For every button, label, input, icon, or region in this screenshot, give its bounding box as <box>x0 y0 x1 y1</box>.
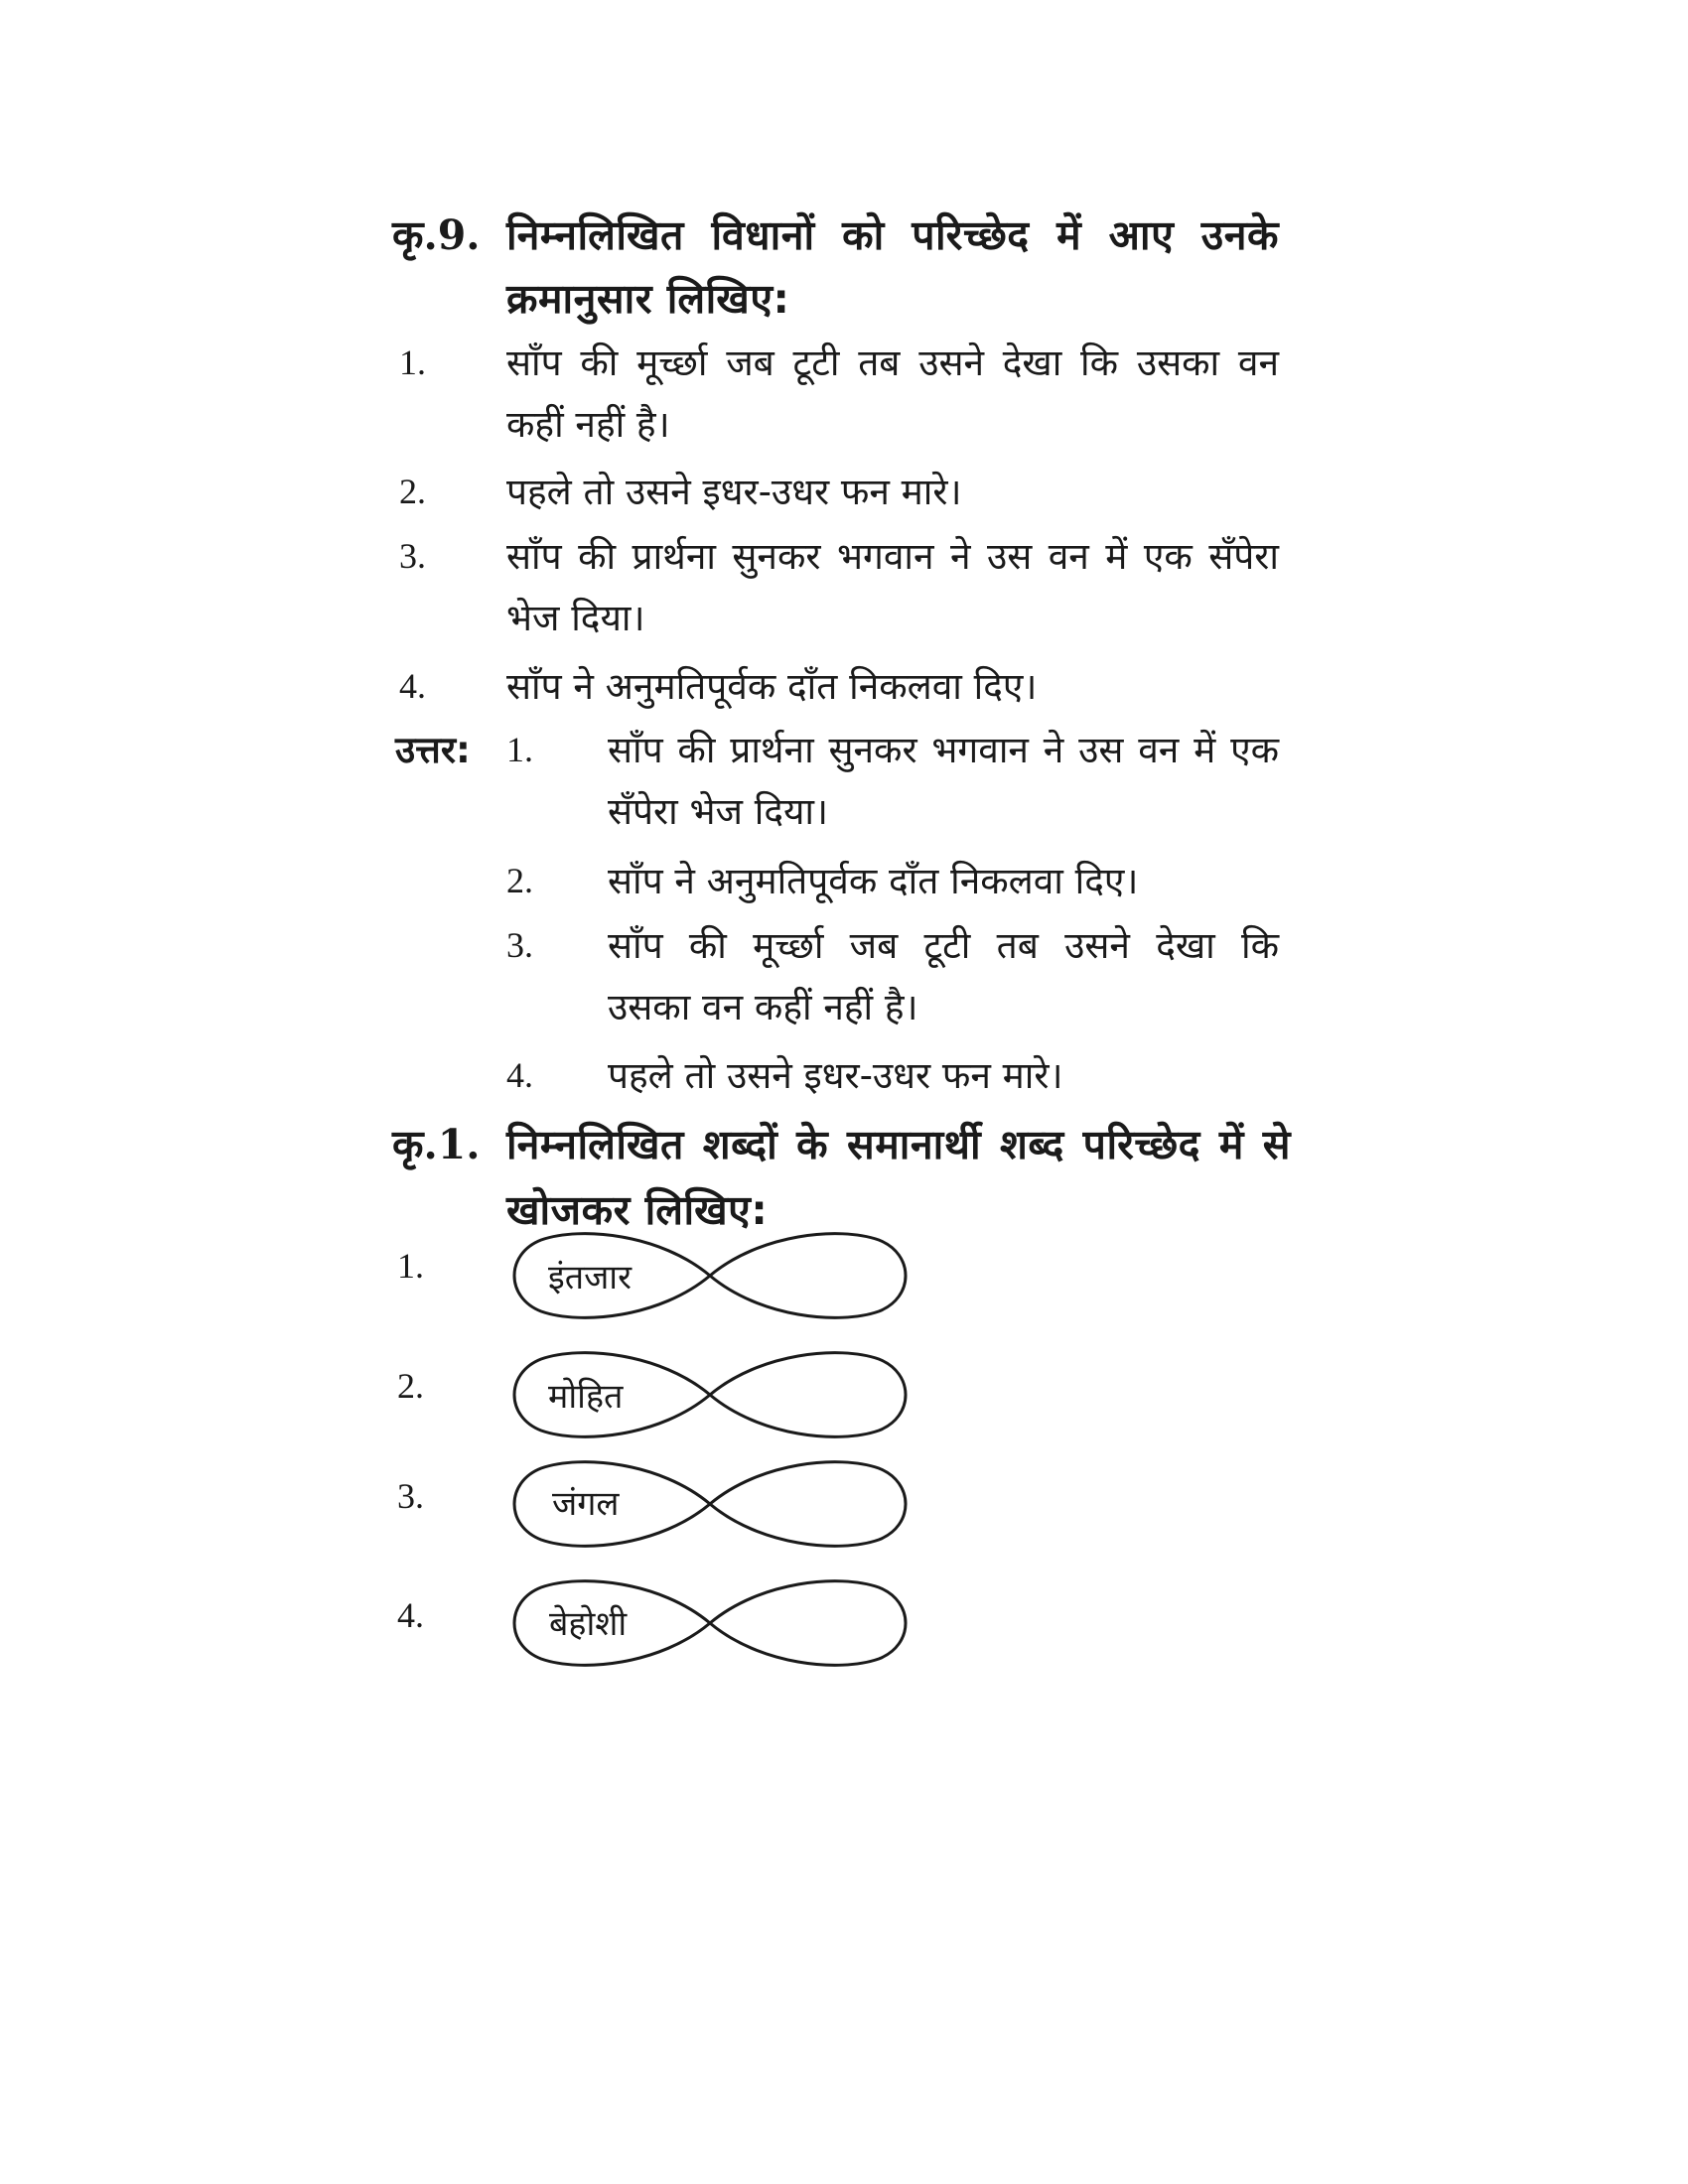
q9-item-1-line2: कहीं नहीं है। <box>506 403 670 446</box>
q9-item-3-line1: साँप की प्रार्थना सुनकर भगवान ने उस वन में एक सँपेरा <box>506 535 1279 578</box>
q9-item-2-line1: पहले तो उसने इधर-उधर फन मारे। <box>506 471 962 513</box>
answer-1-number: 1. <box>506 730 533 769</box>
q1-word-4: बेहोशी <box>549 1604 628 1644</box>
q1-word-2: मोहित <box>548 1377 624 1417</box>
q1-word-3-number: 3. <box>397 1476 424 1516</box>
q9-title-line2: क्रमानुसार लिखिए: <box>506 275 790 323</box>
answer-3-number: 3. <box>506 925 533 965</box>
answer-4-line1: पहले तो उसने इधर-उधर फन मारे। <box>608 1054 1063 1097</box>
answer-4-number: 4. <box>506 1055 533 1095</box>
q9-item-3-line2: भेज दिया। <box>506 597 645 639</box>
answer-1-line2: सँपेरा भेज दिया। <box>608 790 829 833</box>
q1-title-line2: खोजकर लिखिए: <box>506 1186 769 1234</box>
q1-word-1-number: 1. <box>397 1246 424 1286</box>
q9-item-2-number: 2. <box>399 472 426 511</box>
answer-label: उत्तर: <box>395 729 471 771</box>
answer-1-line1: साँप की प्रार्थना सुनकर भगवान ने उस वन में एक <box>608 729 1279 771</box>
q9-item-1-number: 1. <box>399 342 426 382</box>
q9-item-4-line1: साँप ने अनुमतिपूर्वक दाँत निकलवा दिए। <box>506 665 1038 708</box>
answer-2-number: 2. <box>506 861 533 900</box>
q1-title-line1: निम्नलिखित शब्दों के समानार्थी शब्द परिच्छेद में से <box>506 1121 1291 1168</box>
q1-word-1: इंतजार <box>548 1258 633 1297</box>
q9-item-3-number: 3. <box>399 536 426 576</box>
q9-label: कृ.9. <box>392 211 481 259</box>
q9-title-line1: निम्नलिखित विधानों को परिच्छेद में आए उनके <box>506 211 1279 259</box>
q1-word-2-number: 2. <box>397 1366 424 1406</box>
answer-3-line2: उसका वन कहीं नहीं है। <box>608 986 918 1028</box>
q1-label: कृ.1. <box>392 1121 481 1168</box>
q9-item-4-number: 4. <box>399 666 426 706</box>
answer-2-line1: साँप ने अनुमतिपूर्वक दाँत निकलवा दिए। <box>608 860 1139 902</box>
q9-item-1-line1: साँप की मूर्च्छा जब टूटी तब उसने देखा कि उसका वन <box>506 341 1279 384</box>
q1-word-4-number: 4. <box>397 1595 424 1635</box>
answer-3-line1: साँप की मूर्च्छा जब टूटी तब उसने देखा कि <box>608 924 1279 967</box>
q1-word-3: जंगल <box>552 1484 620 1524</box>
